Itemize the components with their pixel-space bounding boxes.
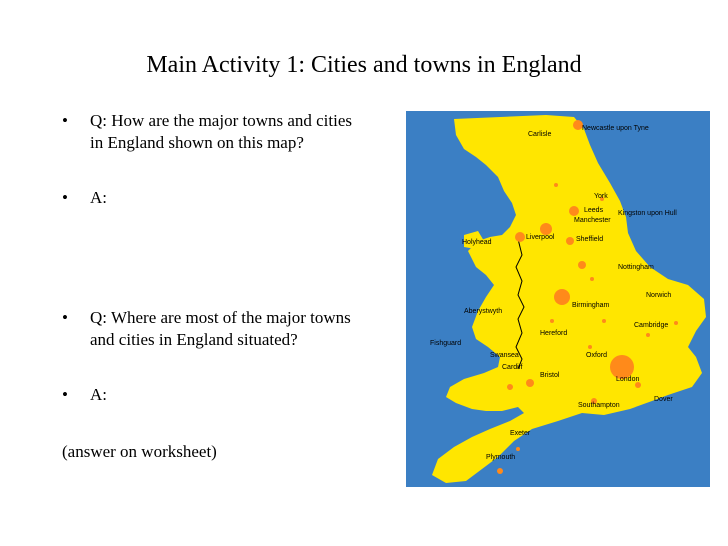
urban-area: [554, 183, 558, 187]
label-birmingham: Birmingham: [572, 302, 610, 309]
urban-area: [602, 319, 606, 323]
label-york: York: [594, 193, 608, 200]
bullet-marker: •: [62, 188, 68, 207]
map-svg: [406, 111, 710, 487]
label-plymouth: Plymouth: [486, 454, 516, 461]
label-norwich: Norwich: [646, 292, 672, 299]
label-fishguard: Fishguard: [430, 340, 462, 347]
urban-sheffield: [566, 237, 574, 245]
urban-liverpool: [515, 232, 525, 242]
urban-nottingham: [578, 261, 586, 269]
label-leeds: Leeds: [584, 207, 604, 214]
answer-1-text: A:: [90, 188, 107, 207]
label-sheffield: Sheffield: [576, 236, 604, 243]
bullet-marker: •: [62, 385, 68, 404]
label-swansea: Swansea: [490, 352, 519, 359]
label-bristol: Bristol: [540, 372, 560, 379]
label-oxford: Oxford: [586, 352, 608, 359]
urban-birmingham: [554, 289, 570, 305]
urban-area: [550, 319, 554, 323]
urban-area: [590, 277, 594, 281]
worksheet-note: (answer on worksheet): [62, 442, 217, 461]
label-carlisle: Carlisle: [528, 131, 552, 138]
label-newcastle: Newcastle upon Tyne: [582, 125, 649, 132]
bullet-marker: •: [62, 308, 68, 327]
label-aberystwyth: Aberystwyth: [464, 308, 503, 315]
label-cambridge: Cambridge: [634, 322, 669, 329]
urban-plymouth: [497, 468, 503, 474]
label-holyhead: Holyhead: [462, 239, 492, 246]
question-2-text: Q: Where are most of the major towns and cities in England situated?: [90, 308, 351, 349]
urban-cardiff: [507, 384, 513, 390]
bullet-marker: •: [62, 111, 68, 130]
question-1-text: Q: How are the major towns and cities in England shown on this map?: [90, 111, 353, 152]
label-southampton: Southampton: [578, 402, 620, 409]
urban-oxford: [588, 345, 592, 349]
label-dover: Dover: [654, 396, 673, 403]
urban-exeter: [516, 447, 520, 451]
urban-cambridge: [646, 333, 650, 337]
england-wales-map: [406, 111, 710, 487]
answer-2: [62, 384, 107, 406]
label-manchester: Manchester: [574, 217, 611, 224]
answer-2-text: A:: [90, 385, 107, 404]
label-cardiff: Cardiff: [502, 364, 523, 371]
question-2: [62, 307, 362, 351]
slide-title: Main Activity 1: Cities and towns in England: [146, 52, 582, 78]
label-exeter: Exeter: [510, 430, 531, 437]
urban-bristol: [526, 379, 534, 387]
label-liverpool: Liverpool: [526, 234, 555, 241]
label-london: London: [616, 376, 640, 383]
label-nottingham: Nottingham: [618, 264, 654, 271]
answer-1: [62, 187, 107, 209]
label-hull: Kingston upon Hull: [618, 210, 677, 217]
label-hereford: Hereford: [540, 330, 568, 337]
urban-leeds: [569, 206, 579, 216]
urban-norwich: [674, 321, 678, 325]
question-1: [62, 110, 362, 154]
